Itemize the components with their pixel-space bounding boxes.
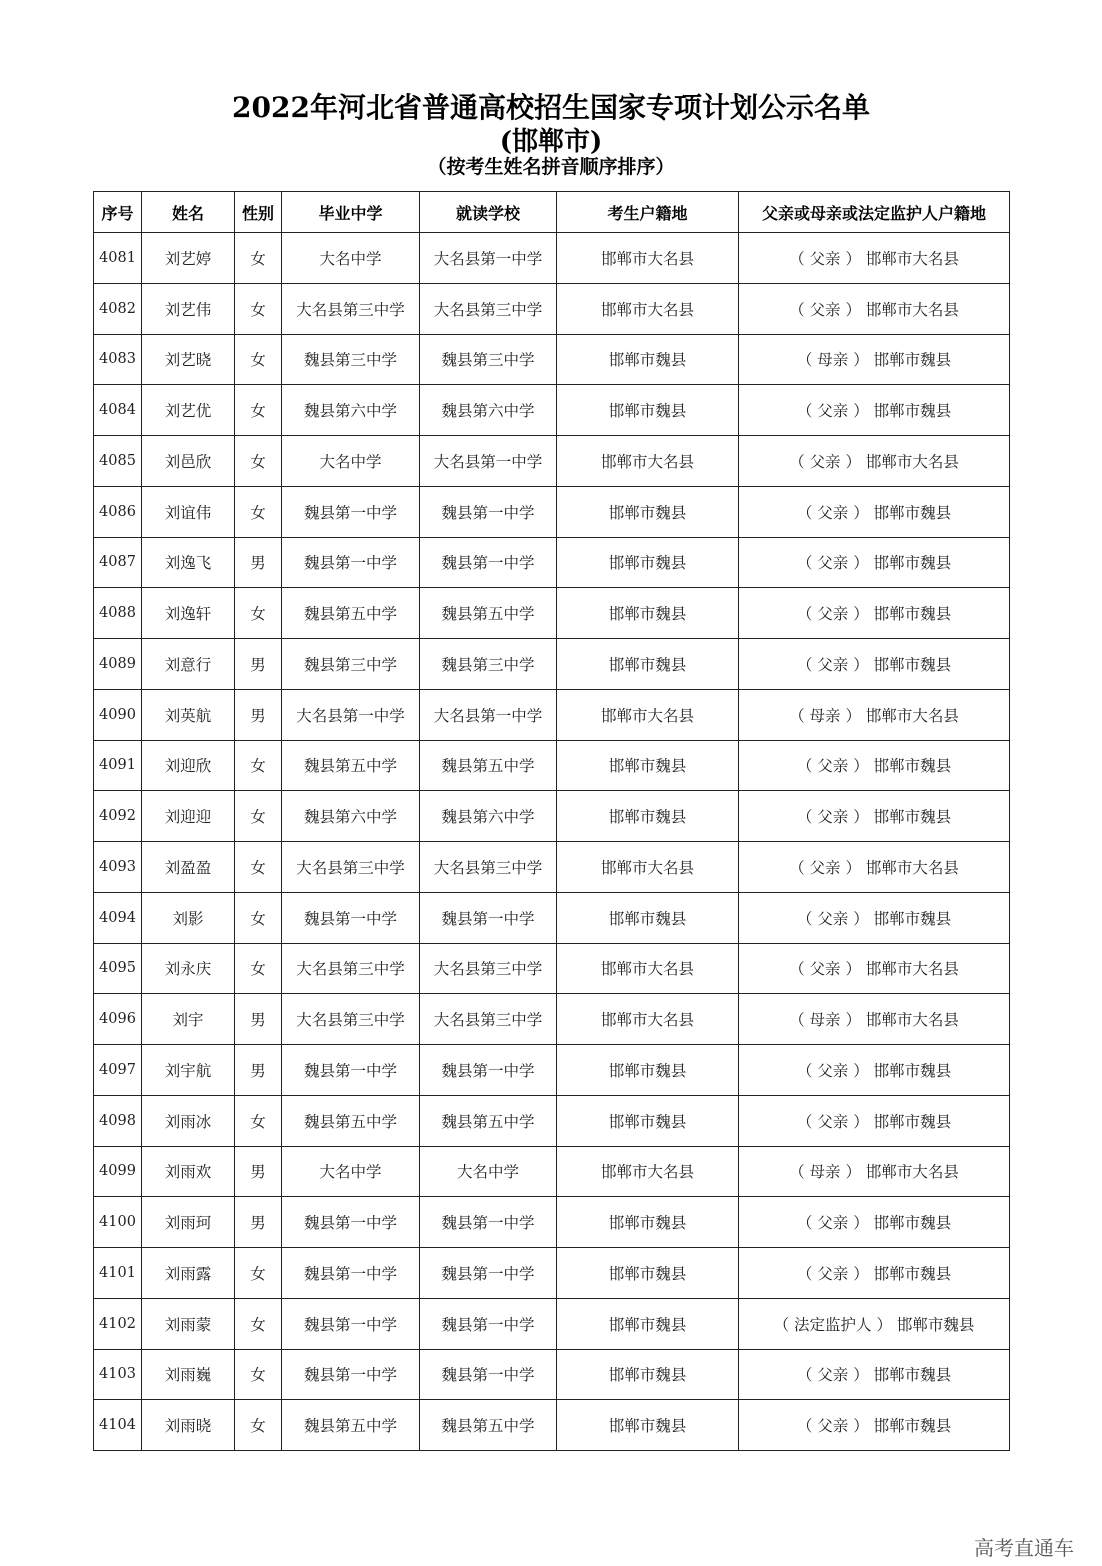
cell-graduated-school: 大名中学 — [282, 233, 420, 284]
cell-student-hukou: 邯郸市大名县 — [557, 994, 739, 1045]
cell-current-school: 大名县第三中学 — [420, 943, 557, 994]
cell-student-hukou: 邯郸市魏县 — [557, 334, 739, 385]
cell-student-hukou: 邯郸市魏县 — [557, 1197, 739, 1248]
cell-current-school: 大名县第三中学 — [420, 994, 557, 1045]
cell-graduated-school: 魏县第一中学 — [282, 1248, 420, 1299]
cell-guardian-hukou: （ 父亲 ） 邯郸市大名县 — [739, 842, 1010, 893]
cell-guardian-hukou: （ 父亲 ） 邯郸市魏县 — [739, 1045, 1010, 1096]
cell-seq: 4094 — [94, 892, 142, 943]
cell-student-hukou: 邯郸市大名县 — [557, 689, 739, 740]
cell-graduated-school: 魏县第五中学 — [282, 1400, 420, 1451]
cell-name: 刘迎欣 — [142, 740, 235, 791]
cell-graduated-school: 魏县第一中学 — [282, 537, 420, 588]
cell-graduated-school: 大名中学 — [282, 436, 420, 487]
cell-name: 刘意行 — [142, 639, 235, 690]
cell-seq: 4092 — [94, 791, 142, 842]
cell-gender: 男 — [235, 537, 282, 588]
cell-graduated-school: 魏县第五中学 — [282, 740, 420, 791]
table-row — [94, 1045, 1010, 1096]
cell-current-school: 魏县第一中学 — [420, 1045, 557, 1096]
cell-name: 刘盈盈 — [142, 842, 235, 893]
cell-current-school: 魏县第三中学 — [420, 639, 557, 690]
cell-guardian-hukou: （ 父亲 ） 邯郸市大名县 — [739, 233, 1010, 284]
cell-guardian-hukou: （ 母亲 ） 邯郸市大名县 — [739, 994, 1010, 1045]
cell-graduated-school: 魏县第六中学 — [282, 791, 420, 842]
cell-guardian-hukou: （ 父亲 ） 邯郸市魏县 — [739, 791, 1010, 842]
table-row — [94, 791, 1010, 842]
cell-graduated-school: 魏县第三中学 — [282, 334, 420, 385]
cell-current-school: 魏县第一中学 — [420, 1298, 557, 1349]
table-row — [94, 740, 1010, 791]
cell-graduated-school: 魏县第五中学 — [282, 588, 420, 639]
cell-gender: 女 — [235, 385, 282, 436]
cell-guardian-hukou: （ 法定监护人 ） 邯郸市魏县 — [739, 1298, 1010, 1349]
table-row — [94, 334, 1010, 385]
cell-student-hukou: 邯郸市魏县 — [557, 1349, 739, 1400]
cell-guardian-hukou: （ 父亲 ） 邯郸市魏县 — [739, 892, 1010, 943]
table-row — [94, 943, 1010, 994]
cell-current-school: 魏县第一中学 — [420, 1248, 557, 1299]
cell-current-school: 大名中学 — [420, 1146, 557, 1197]
cell-student-hukou: 邯郸市魏县 — [557, 639, 739, 690]
cell-guardian-hukou: （ 父亲 ） 邯郸市大名县 — [739, 943, 1010, 994]
header-name: 姓名 — [142, 192, 235, 233]
cell-guardian-hukou: （ 母亲 ） 邯郸市大名县 — [739, 1146, 1010, 1197]
cell-guardian-hukou: （ 母亲 ） 邯郸市大名县 — [739, 689, 1010, 740]
cell-graduated-school: 大名县第三中学 — [282, 283, 420, 334]
cell-gender: 女 — [235, 791, 282, 842]
cell-gender: 男 — [235, 994, 282, 1045]
cell-current-school: 魏县第一中学 — [420, 892, 557, 943]
cell-name: 刘英航 — [142, 689, 235, 740]
cell-seq: 4086 — [94, 486, 142, 537]
cell-guardian-hukou: （ 父亲 ） 邯郸市大名县 — [739, 283, 1010, 334]
cell-gender: 女 — [235, 892, 282, 943]
cell-name: 刘雨冰 — [142, 1095, 235, 1146]
cell-guardian-hukou: （ 父亲 ） 邯郸市魏县 — [739, 1197, 1010, 1248]
cell-seq: 4091 — [94, 740, 142, 791]
table-row — [94, 1248, 1010, 1299]
header-current-school: 就读学校 — [420, 192, 557, 233]
cell-guardian-hukou: （ 父亲 ） 邯郸市魏县 — [739, 486, 1010, 537]
cell-name: 刘艺优 — [142, 385, 235, 436]
cell-name: 刘雨蒙 — [142, 1298, 235, 1349]
cell-seq: 4093 — [94, 842, 142, 893]
cell-name: 刘雨欢 — [142, 1146, 235, 1197]
cell-name: 刘艺伟 — [142, 283, 235, 334]
cell-current-school: 魏县第一中学 — [420, 486, 557, 537]
table-row — [94, 385, 1010, 436]
table-row — [94, 689, 1010, 740]
cell-seq: 4089 — [94, 639, 142, 690]
cell-current-school: 魏县第一中学 — [420, 537, 557, 588]
cell-graduated-school: 魏县第一中学 — [282, 1298, 420, 1349]
cell-graduated-school: 魏县第六中学 — [282, 385, 420, 436]
cell-student-hukou: 邯郸市大名县 — [557, 1146, 739, 1197]
cell-student-hukou: 邯郸市魏县 — [557, 537, 739, 588]
table-row — [94, 1298, 1010, 1349]
cell-seq: 4085 — [94, 436, 142, 487]
cell-graduated-school: 大名县第三中学 — [282, 943, 420, 994]
cell-current-school: 魏县第五中学 — [420, 740, 557, 791]
cell-guardian-hukou: （ 父亲 ） 邯郸市魏县 — [739, 385, 1010, 436]
cell-current-school: 大名县第三中学 — [420, 283, 557, 334]
cell-gender: 女 — [235, 588, 282, 639]
cell-name: 刘永庆 — [142, 943, 235, 994]
cell-current-school: 魏县第五中学 — [420, 1400, 557, 1451]
cell-name: 刘雨巍 — [142, 1349, 235, 1400]
cell-name: 刘雨露 — [142, 1248, 235, 1299]
header-gender: 性别 — [235, 192, 282, 233]
cell-graduated-school: 魏县第一中学 — [282, 1045, 420, 1096]
cell-gender: 女 — [235, 1349, 282, 1400]
table-row — [94, 1400, 1010, 1451]
cell-guardian-hukou: （ 母亲 ） 邯郸市魏县 — [739, 334, 1010, 385]
cell-student-hukou: 邯郸市魏县 — [557, 740, 739, 791]
cell-student-hukou: 邯郸市魏县 — [557, 1045, 739, 1096]
table-row — [94, 233, 1010, 284]
cell-gender: 女 — [235, 842, 282, 893]
cell-seq: 4103 — [94, 1349, 142, 1400]
cell-current-school: 魏县第五中学 — [420, 588, 557, 639]
cell-student-hukou: 邯郸市魏县 — [557, 791, 739, 842]
roster-table — [93, 191, 1010, 1451]
cell-gender: 女 — [235, 1248, 282, 1299]
cell-student-hukou: 邯郸市魏县 — [557, 1298, 739, 1349]
cell-student-hukou: 邯郸市大名县 — [557, 436, 739, 487]
cell-name: 刘逸轩 — [142, 588, 235, 639]
cell-student-hukou: 邯郸市大名县 — [557, 233, 739, 284]
cell-student-hukou: 邯郸市魏县 — [557, 588, 739, 639]
cell-seq: 4104 — [94, 1400, 142, 1451]
cell-current-school: 大名县第一中学 — [420, 233, 557, 284]
cell-guardian-hukou: （ 父亲 ） 邯郸市魏县 — [739, 639, 1010, 690]
document-subtitle-city: (邯郸市) — [499, 127, 603, 157]
table-row — [94, 1197, 1010, 1248]
cell-graduated-school: 魏县第五中学 — [282, 1095, 420, 1146]
cell-seq: 4082 — [94, 283, 142, 334]
table-row — [94, 842, 1010, 893]
header-seq: 序号 — [94, 192, 142, 233]
header-guardian-hukou: 父亲或母亲或法定监护人户籍地 — [739, 192, 1010, 233]
cell-guardian-hukou: （ 父亲 ） 邯郸市大名县 — [739, 436, 1010, 487]
cell-graduated-school: 大名县第一中学 — [282, 689, 420, 740]
source-watermark: 高考直通车 — [974, 1536, 1074, 1560]
cell-seq: 4099 — [94, 1146, 142, 1197]
cell-current-school: 大名县第一中学 — [420, 436, 557, 487]
table-row — [94, 1095, 1010, 1146]
cell-gender: 女 — [235, 1095, 282, 1146]
cell-seq: 4100 — [94, 1197, 142, 1248]
cell-name: 刘迎迎 — [142, 791, 235, 842]
cell-guardian-hukou: （ 父亲 ） 邯郸市魏县 — [739, 588, 1010, 639]
cell-gender: 女 — [235, 1298, 282, 1349]
cell-student-hukou: 邯郸市魏县 — [557, 1400, 739, 1451]
cell-seq: 4081 — [94, 233, 142, 284]
cell-seq: 4102 — [94, 1298, 142, 1349]
document-title: 2022年河北省普通高校招生国家专项计划公示名单 — [232, 91, 870, 124]
cell-gender: 男 — [235, 1146, 282, 1197]
cell-student-hukou: 邯郸市大名县 — [557, 283, 739, 334]
cell-seq: 4088 — [94, 588, 142, 639]
table-row — [94, 1349, 1010, 1400]
table-row — [94, 486, 1010, 537]
cell-seq: 4084 — [94, 385, 142, 436]
table-row — [94, 283, 1010, 334]
cell-current-school: 大名县第三中学 — [420, 842, 557, 893]
cell-current-school: 大名县第一中学 — [420, 689, 557, 740]
cell-current-school: 魏县第六中学 — [420, 385, 557, 436]
cell-name: 刘宇航 — [142, 1045, 235, 1096]
cell-seq: 4090 — [94, 689, 142, 740]
cell-graduated-school: 魏县第一中学 — [282, 1349, 420, 1400]
cell-student-hukou: 邯郸市魏县 — [557, 385, 739, 436]
cell-gender: 女 — [235, 943, 282, 994]
table-row — [94, 1146, 1010, 1197]
cell-seq: 4083 — [94, 334, 142, 385]
cell-gender: 女 — [235, 233, 282, 284]
cell-gender: 女 — [235, 436, 282, 487]
cell-name: 刘宇 — [142, 994, 235, 1045]
cell-name: 刘谊伟 — [142, 486, 235, 537]
cell-guardian-hukou: （ 父亲 ） 邯郸市魏县 — [739, 740, 1010, 791]
cell-graduated-school: 魏县第三中学 — [282, 639, 420, 690]
cell-student-hukou: 邯郸市魏县 — [557, 1095, 739, 1146]
cell-name: 刘雨珂 — [142, 1197, 235, 1248]
cell-gender: 女 — [235, 1400, 282, 1451]
cell-seq: 4095 — [94, 943, 142, 994]
table-row — [94, 436, 1010, 487]
header-student-hukou: 考生户籍地 — [557, 192, 739, 233]
cell-name: 刘逸飞 — [142, 537, 235, 588]
table-header — [94, 192, 1010, 233]
cell-graduated-school: 魏县第一中学 — [282, 486, 420, 537]
cell-guardian-hukou: （ 父亲 ） 邯郸市魏县 — [739, 1248, 1010, 1299]
cell-current-school: 魏县第六中学 — [420, 791, 557, 842]
table-row — [94, 994, 1010, 1045]
document-sort-note: （按考生姓名拼音顺序排序） — [427, 156, 675, 178]
cell-seq: 4101 — [94, 1248, 142, 1299]
cell-gender: 男 — [235, 1197, 282, 1248]
header-row — [94, 192, 1010, 233]
cell-name: 刘艺婷 — [142, 233, 235, 284]
cell-graduated-school: 大名县第三中学 — [282, 994, 420, 1045]
cell-student-hukou: 邯郸市大名县 — [557, 943, 739, 994]
cell-gender: 男 — [235, 1045, 282, 1096]
cell-name: 刘邑欣 — [142, 436, 235, 487]
cell-guardian-hukou: （ 父亲 ） 邯郸市魏县 — [739, 1400, 1010, 1451]
cell-seq: 4096 — [94, 994, 142, 1045]
cell-name: 刘艺晓 — [142, 334, 235, 385]
cell-gender: 男 — [235, 689, 282, 740]
cell-name: 刘影 — [142, 892, 235, 943]
cell-student-hukou: 邯郸市魏县 — [557, 1248, 739, 1299]
table-row — [94, 588, 1010, 639]
cell-graduated-school: 魏县第一中学 — [282, 892, 420, 943]
table-row — [94, 537, 1010, 588]
cell-graduated-school: 大名县第三中学 — [282, 842, 420, 893]
cell-name: 刘雨晓 — [142, 1400, 235, 1451]
header-graduated-school: 毕业中学 — [282, 192, 420, 233]
cell-guardian-hukou: （ 父亲 ） 邯郸市魏县 — [739, 1095, 1010, 1146]
cell-guardian-hukou: （ 父亲 ） 邯郸市魏县 — [739, 537, 1010, 588]
table-row — [94, 639, 1010, 690]
cell-current-school: 魏县第五中学 — [420, 1095, 557, 1146]
cell-gender: 女 — [235, 486, 282, 537]
cell-gender: 女 — [235, 334, 282, 385]
cell-gender: 男 — [235, 639, 282, 690]
cell-student-hukou: 邯郸市大名县 — [557, 842, 739, 893]
cell-current-school: 魏县第三中学 — [420, 334, 557, 385]
cell-gender: 女 — [235, 283, 282, 334]
cell-seq: 4087 — [94, 537, 142, 588]
table-body — [94, 233, 1010, 1451]
cell-graduated-school: 大名中学 — [282, 1146, 420, 1197]
cell-current-school: 魏县第一中学 — [420, 1197, 557, 1248]
cell-current-school: 魏县第一中学 — [420, 1349, 557, 1400]
cell-student-hukou: 邯郸市魏县 — [557, 892, 739, 943]
cell-gender: 女 — [235, 740, 282, 791]
cell-seq: 4097 — [94, 1045, 142, 1096]
cell-student-hukou: 邯郸市魏县 — [557, 486, 739, 537]
cell-seq: 4098 — [94, 1095, 142, 1146]
cell-guardian-hukou: （ 父亲 ） 邯郸市魏县 — [739, 1349, 1010, 1400]
cell-graduated-school: 魏县第一中学 — [282, 1197, 420, 1248]
table-row — [94, 892, 1010, 943]
